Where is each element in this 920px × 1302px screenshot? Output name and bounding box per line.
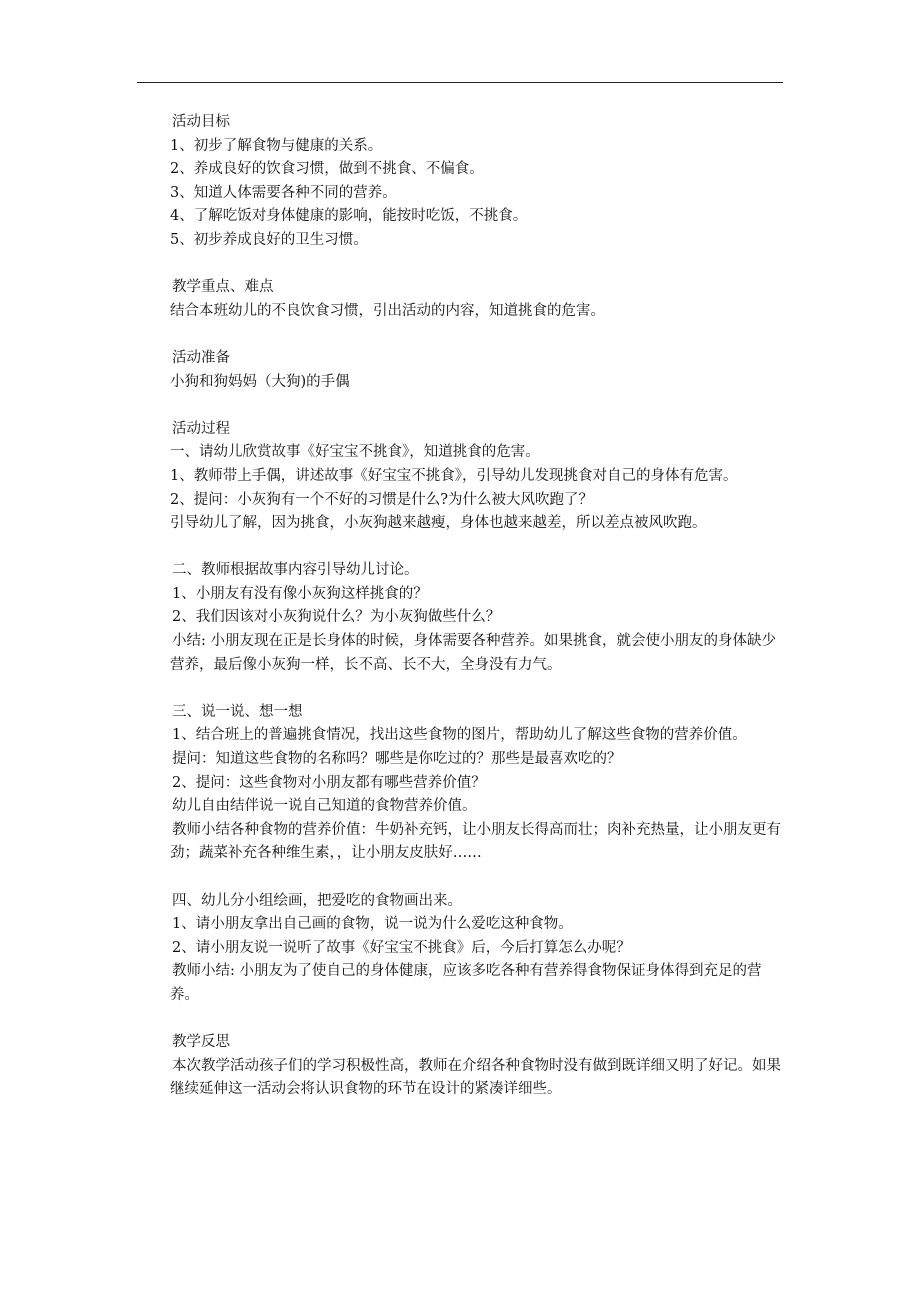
process-part4-summary-text: 教师小结: 小朋友为了使自己的身体健康，应该多吃各种有营养得食物保证身体得到充足的营养。 [170, 963, 762, 1003]
process-part1-line: 引导幼儿了解，因为挑食，小灰狗越来越瘦，身体也越来越差，所以差点被风吹跑。 [170, 515, 707, 532]
process-part3-line [170, 724, 784, 748]
key-points-text: 结合本班幼儿的不良饮食习惯，引出活动的内容，知道挑食的危害。 [170, 302, 605, 319]
spacer [172, 253, 784, 277]
goal-item: 1、初步了解食物与健康的关系。 [170, 137, 383, 154]
process-part1-line: 2、提问：小灰狗有一个不好的习惯是什么?为什么被大风吹跑了？ [170, 491, 593, 508]
document-body [172, 111, 784, 1102]
spacer [172, 536, 784, 560]
header-rule [137, 82, 783, 83]
process-part3-summary [170, 819, 784, 866]
reflection-text [170, 1055, 784, 1102]
section-heading-reflection: 教学反思 [172, 1034, 230, 1051]
spacer [172, 1008, 784, 1032]
preparation-text: 小狗和狗妈妈（大狗)的手偶 [170, 373, 350, 390]
process-part2-line: 1、小朋友有没有像小灰狗这样挑食的？ [172, 585, 428, 602]
section-heading-key-points: 教学重点、难点 [172, 279, 274, 296]
process-part1-line: 1、教师带上手偶，讲述故事《好宝宝不挑食》，引导幼儿发现挑食对自己的身体有危害。 [170, 467, 738, 484]
process-part4-line: 1、请小朋友拿出自己画的食物，说一说为什么爱吃这种食物。 [172, 916, 573, 933]
process-part4-line: 2、请小朋友说一说听了故事《好宝宝不挑食》后，今后打算怎么办呢？ [172, 939, 631, 956]
spacer [172, 866, 784, 890]
goal-item: 3、知道人体需要各种不同的营养。 [170, 184, 397, 201]
spacer [172, 677, 784, 701]
process-part3-title: 三、说一说、想一想 [172, 703, 303, 720]
section-heading-process: 活动过程 [172, 420, 230, 437]
process-part2-summary-text: 小结: 小朋友现在正是长身体的时候，身体需要各种营养。如果挑食，就会使小朋友的身体缺少营养，最后像小灰狗一样，长不高、长不大，全身没有力气。 [170, 633, 776, 673]
spacer [172, 323, 784, 347]
process-part4-summary [170, 960, 784, 1007]
process-part1-title: 一、请幼儿欣赏故事《好宝宝不挑食》，知道挑食的危害。 [170, 444, 540, 461]
section-heading-goals: 活动目标 [172, 114, 230, 130]
process-part2-line: 2、我们因该对小灰狗说什么？为小灰狗做些什么？ [172, 609, 501, 626]
section-heading-preparation: 活动准备 [172, 349, 230, 366]
reflection-text-body: 本次教学活动孩子们的学习积极性高，教师在介绍各种食物时没有做到既详细又明了好记。如果继续延伸这一活动会将认识食物的环节在设计的紧凑详细些。 [170, 1057, 781, 1098]
process-part3-summary-text: 教师小结各种食物的营养价值：牛奶补充钙，让小朋友长得高而壮；肉补充热量，让小朋友更有劲；蔬菜补充各种维生素，，让小朋友皮肤好…… [170, 821, 781, 862]
process-part3-line-text: 1、结合班上的普遍挑食情况，找出这些食物的图片，帮助幼儿了解这些食物的营养价值。 [172, 727, 747, 744]
process-part3-line: 幼儿自由结伴说一说自己知道的食物营养价值。 [172, 798, 477, 815]
goal-item: 2、养成良好的饮食习惯，做到不挑食、不偏食。 [170, 161, 484, 178]
process-part4-title: 四、幼儿分小组绘画，把爱吃的食物画出来。 [172, 892, 462, 909]
process-part3-line: 2、提问：这些食物对小朋友都有哪些营养价值？ [172, 774, 486, 791]
process-part2-summary [170, 630, 784, 677]
goal-item: 5、初步养成良好的卫生习惯。 [170, 231, 368, 248]
spacer [172, 394, 784, 418]
process-part3-question: 提问：知道这些食物的名称吗？哪些是你吃过的？那些是最喜欢吃的？ [172, 751, 622, 768]
process-part2-title: 二、教师根据故事内容引导幼儿讨论。 [172, 562, 419, 579]
goal-item: 4、了解吃饭对身体健康的影响，能按时吃饭，不挑食。 [170, 208, 528, 225]
